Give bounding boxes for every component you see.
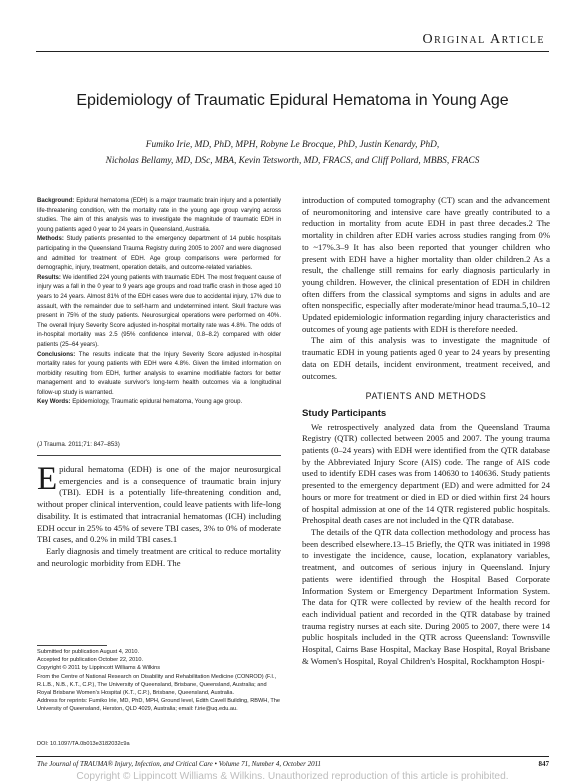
abstract-label: Background: [37,198,75,204]
drop-cap: E [37,461,58,497]
footnote-submitted: Submitted for publication August 4, 2010. [37,649,139,655]
abstract-rule [37,455,281,456]
header-rule [36,51,549,52]
footer-rule [36,756,549,757]
page-number: 847 [538,760,549,768]
author-line: Nicholas Bellamy, MD, DSc, MBA, Kevin Tetsworth, MD, FRACS, and Cliff Pollard, MBBS, FRACS [105,156,480,166]
footnote-rule [37,645,107,646]
footnote-address: Address for reprints: Fumiko Irie, MD, PhD, MPH, Ground level, Edith Cavell Building, RBWH, The University of Queensland, Herston, QLD 4029, Australia; email: f.irie@uq.edu.au. [37,698,280,713]
body-paragraph: introduction of computed tomography (CT) scan and the advancement of neuromonitoring and intensive care have greatly contributed to a reduction in mortality from acute EDH in past three decades.2 The mortality in children after EDH varies across studies ranging from 0% to ~17%.3–9 It has also been reported that younger children who present with EDH have a higher mortality than older children.2 As a result, the challenge still remains for early diagnosis particularly in young children. However, the clinical presentation of EDH in children often differs from the classical symptoms and signs in adults and are often nonspecific, especially after moderate/minor head trauma.5,10–12 Updated epidemiologic information regarding injury characteristics and outcomes of young age patients with EDH is therefore needed. [302,195,550,334]
body-paragraph: The details of the QTR data collection methodology and process has been described elsewhere.13–15 Briefly, the QTR was initiated in 1998 to investigate the incidence, cause, location, explanatory variables, treatment, and outcomes of serious injury in Queensland. Injury patients were identified through the Hospital Based Corporate Information System or Emergency Department Information System. The data for QTR were collected by review of the health record for each individual patient and recorded in the QTR database by trained trauma registry nurses at each site. During 2005 to 2007, there were 14 public hospitals included in the QTR across Queensland: Townsville Hospital, Cairns Base Hospital, Mackay Base Hospital, Royal Brisbane & Women's Hospital, Royal Children's Hospital, Rockhampton Hospi- [302,526,550,666]
author-line: Fumiko Irie, MD, PhD, MPH, Robyne Le Brocque, PhD, Justin Kenardy, PhD, [145,140,440,150]
abstract-label: Key Words: [37,399,71,406]
section-heading: PATIENTS AND METHODS [365,391,487,402]
abstract [37,197,281,408]
abstract-keywords: Key Words: Epidemiology, Traumatic epidural hematoma, Young age group. [37,399,243,406]
copyright-watermark: Copyright © Lippincott Williams & Wilkins. Unauthorized reproduction of this article is prohibited. [76,771,509,782]
abstract-label: Methods: [37,236,64,243]
introduction-text [37,461,281,569]
right-column [302,195,550,667]
journal-footer: The Journal of TRAUMA® Injury, Infection, and Critical Care • Volume 71, Number 4, October 2011 [37,760,322,768]
abstract-label: Conclusions: [37,351,76,358]
abstract-background: Background: Epidural hematoma (EDH) is a major traumatic brain injury and a potentially life-threatening condition, with the mortality rate in the young age group varying across studies. The aim of this analysis was to investigate the magnitude of traumatic EDH in young patients aged 0 year to 24 years in Queensland, Australia. [37,198,281,233]
intro-paragraph: Early diagnosis and timely treatment are critical to reduce mortality and neurologic morbidity from EDH. The [37,545,281,568]
article-title: Epidemiology of Traumatic Epidural Hematoma in Young Age [76,92,509,109]
footnote-affiliations: From the Centre of National Research on Disability and Rehabilitation Medicine (CONROD) (F.I., R.L.B., N.B., K.T., C.P.), The University of Queensland, Brisbane, Queensland, Australia; and Royal Brisbane Women's Hospital (K.T., C.P.), Brisbane, Queensland, Australia. [37,673,277,697]
author-list [36,137,549,169]
abstract-label: Results: [37,274,61,281]
subsection-heading: Study Participants [302,407,387,419]
abstract-results: Results: We identified 224 young patients with traumatic EDH. The most frequent cause of injury was a fall in the 0 year to 9 years age groups and road traffic crash in those aged 10 years to 24 years. Almost 81% of the EDH cases were due to accidental injury, 17% due to assault, with the remainder due to self-harm and undetermined intent. Skull fracture was present in 75% of the study patients. Neurosurgical operations were performed on 40%. The overall Injury Severity Score adjusted in-hospital mortality rate was 4.8%. The odds of in-hospital mortality was 2.5 (95% confidence interval, 0.8–8.2) compared with older patients (25–64 years). [37,274,282,348]
footnote-copyright: Copyright © 2011 by Lippincott Williams & Wilkins [37,665,161,672]
abstract-methods: Methods: Study patients presented to the emergency department of 14 public hospitals participating in the Queensland Trauma Registry during 2005 to 2007 and were diagnosed and admitted for treatment of EDH. Age group comparisons were performed for demographic, injury, treatment, operation details, and outcome-related variables. [37,236,281,272]
body-paragraph: We retrospectively analyzed data from the Queensland Trauma Registry (QTR) collected between 2005 and 2007. The young trauma patients (0–24 years) with EDH were identified from the QTR database by the Abbreviated Injury Score (AIS) code. The range of AIS code used to identify EDH cases was from 140630 to 140636. Study patients presented to the emergency department (ED) and were admitted for 24 hours or more for treatment or died in ED or died within first 24 hours of hospital admission at one of the 14 QTR registered public hospitals. Prehospital death cases are not included in the QTR database. [302,421,550,526]
abstract-conclusions: Conclusions: The results indicate that the Injury Severity Score adjusted in-hospital mortality rates for young patients with EDH were 4.8%. Given the limited information on morbidity resulting from EDH, further analysis to examine modifiable factors for better management and to evaluate survivor's long-term health outcomes via a longitudinal follow-up study is warranted. [37,351,281,396]
intro-paragraph: Epidural hematoma (EDH) is one of the major neurosurgical emergencies and is a consequence of traumatic brain injury (TBI). EDH is a potentially life-threatening condition and, without proper clinical intervention, could leave patients with life-long disability. It is estimated that intracranial hematomas (ICH) including EDH occur in 25% to 45% of severe TBI cases, 3% to 0% of moderate TBI cases, and 0.2% in mild TBI cases.1 [37,461,281,545]
footnotes [37,648,281,714]
article-type-label: Original Article [422,32,545,47]
journal-citation: (J Trauma. 2011;71: 847–853) [37,441,120,448]
footnote-accepted: Accepted for publication October 22, 2010. [37,657,144,664]
page-footer [37,760,549,768]
doi: DOI: 10.1097/TA.0b013e3182032c9a [37,741,130,747]
body-paragraph: The aim of this analysis was to investigate the magnitude of traumatic EDH in young patients aged 0 year to 24 years by presenting data on EDH details, incident environment, treatment received, and outcomes. [302,335,550,381]
